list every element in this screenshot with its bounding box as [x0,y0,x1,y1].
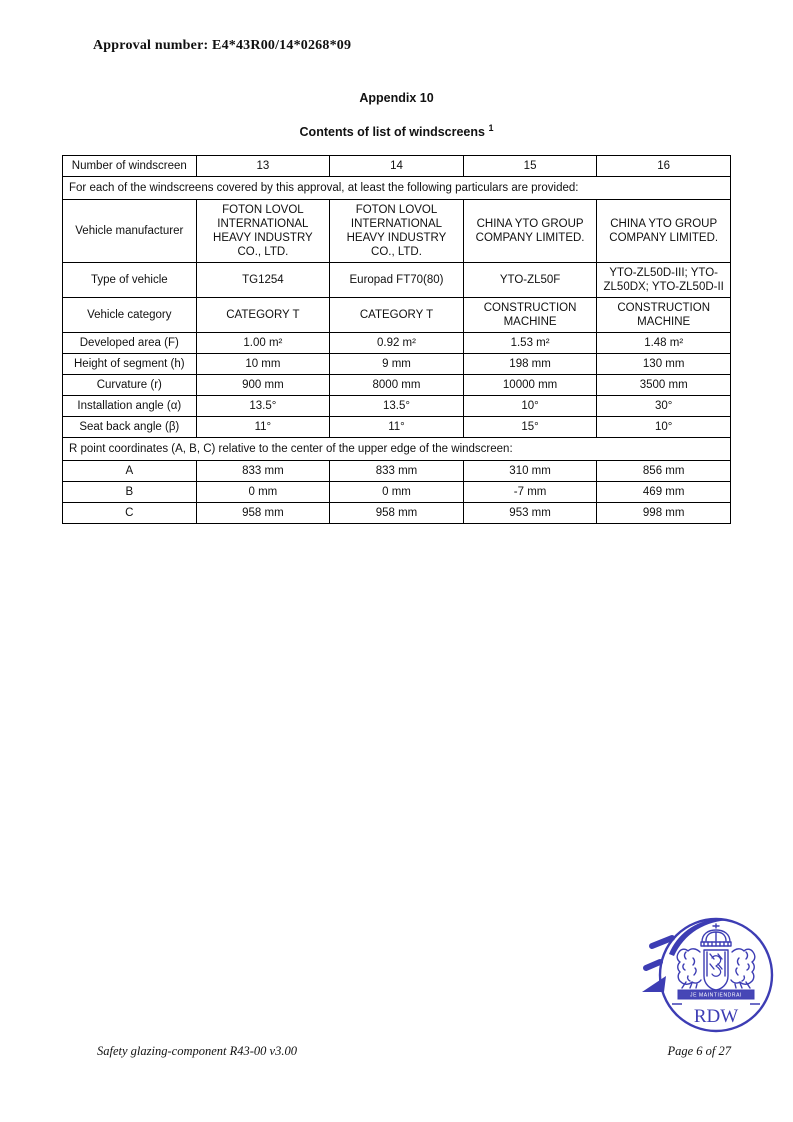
table-row-label: Vehicle manufacturer [63,200,197,263]
table-cell: 900 mm [196,375,330,396]
table-cell: 13.5° [330,396,464,417]
shield-icon [704,950,728,990]
table-row-label: Vehicle category [63,298,197,333]
table-cell: 11° [196,417,330,438]
table-header-cell: 14 [330,156,464,177]
table-row [63,375,731,396]
table-cell: 0 mm [196,482,330,503]
table-cell: 3500 mm [597,375,731,396]
footer-page-number: Page 6 of 27 [667,1044,731,1058]
table-row [63,298,731,333]
table-cell: 953 mm [463,503,597,524]
table-cell: 30° [597,396,731,417]
windscreen-table [62,155,731,524]
table-row [63,200,731,263]
table-cell: 856 mm [597,461,731,482]
table-row [63,503,731,524]
table-cell: CATEGORY T [196,298,330,333]
motto-banner [672,990,760,1004]
table-row-label: C [63,503,197,524]
table-row-label: Number of windscreen [63,156,197,177]
rdw-text: RDW [693,1006,739,1027]
table-row-label: Type of vehicle [63,263,197,298]
table-row-label: Curvature (r) [63,375,197,396]
table-row [63,396,731,417]
motion-dash-icon [646,962,660,968]
table-cell: CHINA YTO GROUP COMPANY LIMITED. [463,200,597,263]
table-cell: FOTON LOVOL INTERNATIONAL HEAVY INDUSTRY CO., LTD. [196,200,330,263]
table-cell: Europad FT70(80) [330,263,464,298]
table-row-label: Seat back angle (β) [63,417,197,438]
table-cell: 10° [463,396,597,417]
table-cell: TG1254 [196,263,330,298]
appendix-title: Appendix 10 [359,91,434,105]
approval-number: Approval number: E4*43R00/14*0268*09 [93,38,352,53]
table-cell: 0 mm [330,482,464,503]
table-cell: 958 mm [330,503,464,524]
table-cell: 198 mm [463,354,597,375]
table-cell: CONSTRUCTION MACHINE [597,298,731,333]
lion-supporter-right-icon [731,949,755,988]
table-row [63,263,731,298]
table-row-label: Height of segment (h) [63,354,197,375]
table-cell: 10000 mm [463,375,597,396]
table-cell: -7 mm [463,482,597,503]
table-row [63,354,731,375]
motion-wedge-icon [642,976,666,992]
table-cell: CATEGORY T [330,298,464,333]
table-row [63,461,731,482]
table-cell: CHINA YTO GROUP COMPANY LIMITED. [597,200,731,263]
table-note-row [63,438,731,461]
table-cell: 15° [463,417,597,438]
page-subtitle [62,123,731,139]
table-note-row [63,177,731,200]
table-cell: 10° [597,417,731,438]
table-note: For each of the windscreens covered by this approval, at least the following particulars are provided: [63,177,731,200]
footnote-marker: 1 [488,123,494,133]
table-cell: YTO-ZL50D-III; YTO-ZL50DX; YTO-ZL50D-II [597,263,731,298]
table-cell: 1.53 m² [463,333,597,354]
table-cell: 11° [330,417,464,438]
motto-text: JE MAINTIENDRAI [689,992,743,999]
table-cell: FOTON LOVOL INTERNATIONAL HEAVY INDUSTRY CO., LTD. [330,200,464,263]
table-cell: 958 mm [196,503,330,524]
table-cell: CONSTRUCTION MACHINE [463,298,597,333]
table-cell: 833 mm [330,461,464,482]
table-cell: 1.00 m² [196,333,330,354]
table-row-label: A [63,461,197,482]
table-row [63,333,731,354]
crown-icon [701,924,731,946]
table-header-cell: 13 [196,156,330,177]
page-footer [62,1044,731,1059]
table-cell: 0.92 m² [330,333,464,354]
lion-supporter-left-icon [677,949,701,988]
table-cell: 833 mm [196,461,330,482]
table-cell: 8000 mm [330,375,464,396]
rdw-stamp [638,908,788,1040]
table-row-label: Installation angle (α) [63,396,197,417]
table-header-cell: 15 [463,156,597,177]
table-cell: YTO-ZL50F [463,263,597,298]
table-cell: 310 mm [463,461,597,482]
table-header-cell: 16 [597,156,731,177]
table-row [63,417,731,438]
page-subtitle-text: Contents of list of windscreens [299,125,485,140]
coords-note: R point coordinates (A, B, C) relative to the center of the upper edge of the windscreen: [63,438,731,461]
table-header-row [63,156,731,177]
table-cell: 1.48 m² [597,333,731,354]
table-cell: 998 mm [597,503,731,524]
table-row-label: B [63,482,197,503]
table-cell: 13.5° [196,396,330,417]
table-cell: 469 mm [597,482,731,503]
footer-document-version: Safety glazing-component R43-00 v3.00 [97,1044,297,1058]
table-row-label: Developed area (F) [63,333,197,354]
table-row [63,482,731,503]
table-cell: 130 mm [597,354,731,375]
table-cell: 9 mm [330,354,464,375]
table-cell: 10 mm [196,354,330,375]
